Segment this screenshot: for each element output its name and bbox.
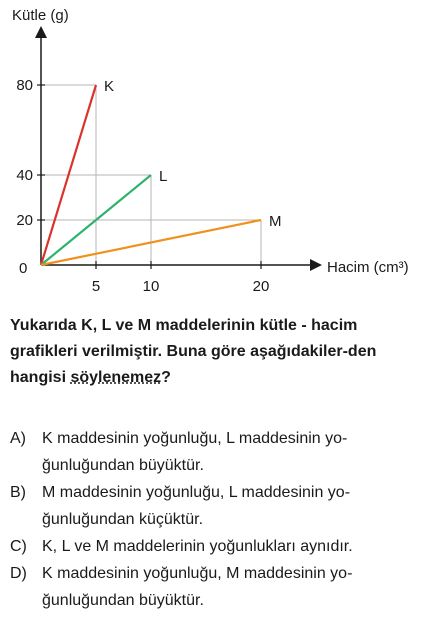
y-tick-label: 20 xyxy=(16,212,33,229)
series-label-m: M xyxy=(269,213,282,230)
option-text: M maddesinin yoğunluğu, L maddesinin yo-ğunluğundan küçüktür. xyxy=(42,484,351,528)
option-text: K, L ve M maddelerinin yoğunlukları aynıdır. xyxy=(42,538,353,555)
option-letter: C) xyxy=(10,538,27,555)
option-text: K maddesinin yoğunluğu, M maddesinin yo-ğunluğundan büyüktür. xyxy=(42,565,353,609)
option-a[interactable] xyxy=(10,425,430,479)
mass-volume-chart xyxy=(0,0,435,305)
origin-label: 0 xyxy=(19,260,28,277)
option-text: K maddesinin yoğunluğu, L maddesinin yo-ğunluğundan büyüktür. xyxy=(42,430,348,474)
option-letter: A) xyxy=(10,430,26,447)
x-axis-title: Hacim (cm³) xyxy=(327,259,409,276)
option-c[interactable] xyxy=(10,533,430,560)
option-letter: D) xyxy=(10,565,27,582)
y-tick-label: 40 xyxy=(16,167,33,184)
x-tick-label: 10 xyxy=(142,278,160,295)
option-b[interactable] xyxy=(10,479,430,533)
x-tick-label: 20 xyxy=(252,278,270,295)
question-end: ? xyxy=(161,369,171,386)
series-label-k: K xyxy=(104,78,115,95)
y-tick-label: 80 xyxy=(16,77,33,94)
answer-options xyxy=(10,425,430,614)
series-label-l: L xyxy=(159,168,168,185)
question-stem: Yukarıda K, L ve M maddelerinin kütle - hacim grafikleri verilmiştir. Buna göre aşağıdakiler-den hangisi xyxy=(10,317,377,386)
option-letter: B) xyxy=(10,484,26,501)
y-axis-title: Kütle (g) xyxy=(12,7,69,24)
question-emphasis: söylenemez xyxy=(70,369,162,386)
series-labels xyxy=(104,78,282,230)
x-tick-label: 5 xyxy=(91,278,101,295)
question-text xyxy=(10,313,425,391)
option-d[interactable] xyxy=(10,560,430,614)
